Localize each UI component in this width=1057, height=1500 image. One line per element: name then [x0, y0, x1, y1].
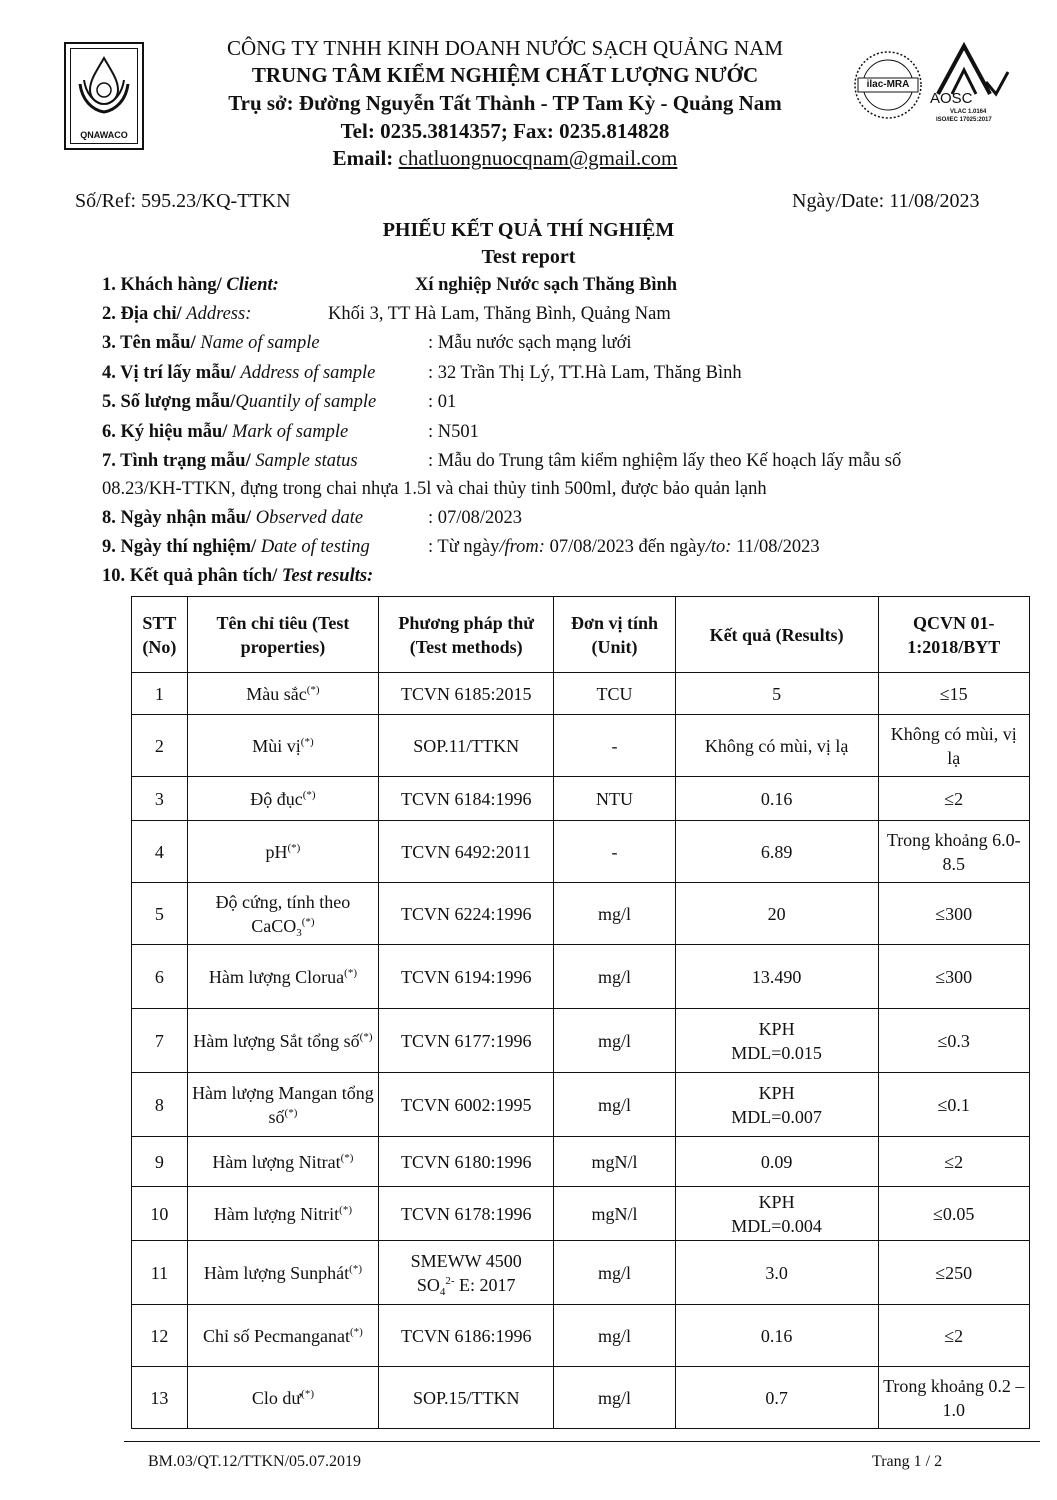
- table-header-row: [132, 597, 1030, 673]
- table-row: [132, 883, 1030, 945]
- aosc-text: AOSC: [930, 90, 973, 107]
- table-row: [132, 1187, 1030, 1241]
- cell-limit: [878, 945, 1030, 1009]
- cell-unit: [554, 715, 675, 777]
- cell-no: [132, 883, 188, 945]
- cell-property: [187, 1137, 378, 1187]
- cell-property: [187, 1367, 378, 1429]
- result-value: Không có mùi, vị lạ: [704, 735, 849, 756]
- col-header-unit: Đơn vị tính (Unit): [554, 597, 675, 673]
- cell-result: [675, 1073, 878, 1137]
- table-row: [132, 673, 1030, 715]
- cell-method: [379, 1009, 554, 1073]
- result-value: 5: [772, 683, 782, 704]
- property-name: pH: [265, 841, 288, 862]
- property-name: Hàm lượng Sunphát: [203, 1262, 350, 1283]
- row-number: 6: [154, 966, 164, 987]
- cell-result: [675, 715, 878, 777]
- accredited-mark: (*): [340, 1151, 354, 1164]
- col-header-name: Tên chỉ tiêu (Test properties): [187, 597, 378, 673]
- cell-limit: [878, 1305, 1030, 1367]
- property-name: Hàm lượng Sắt tổng số: [193, 1030, 360, 1051]
- sample-name-label: 3. Tên mẫu/: [102, 333, 201, 353]
- cell-property: [187, 1009, 378, 1073]
- ilac-mra-logo: [852, 48, 924, 122]
- cell-property: [187, 1187, 378, 1241]
- col-header-stt: STT (No): [132, 597, 188, 673]
- row-number: 9: [154, 1151, 164, 1172]
- col-header-method: Phương pháp thử (Test methods): [379, 597, 554, 673]
- cell-result: [675, 1187, 878, 1241]
- row-number: 1: [154, 683, 164, 704]
- test-date-to-label-en: /to:: [705, 537, 732, 557]
- client-label: 1. Khách hàng/: [102, 275, 227, 295]
- property-name: Hàm lượng Mangan tổng số: [192, 1082, 374, 1127]
- sampling-location-value: : 32 Trần Thị Lý, TT.Hà Lam, Thăng Bình: [428, 363, 742, 383]
- unit-value: mg/l: [598, 1094, 632, 1115]
- test-date-to-label: 07/08/2023 đến ngày: [544, 537, 706, 557]
- method-name: SOP.11/TTKN: [413, 735, 520, 756]
- accredited-mark: (*): [350, 1325, 363, 1338]
- method-name: SMEWW 4500: [410, 1250, 522, 1271]
- received-date-label: 8. Ngày nhận mẫu/: [102, 508, 256, 528]
- cell-limit: [878, 715, 1030, 777]
- center-name: TRUNG TÂM KIỂM NGHIỆM CHẤT LƯỢNG NƯỚC: [251, 63, 759, 87]
- result-value: 0.16: [760, 1325, 793, 1346]
- cell-method: [379, 777, 554, 821]
- mark-line: [102, 422, 348, 443]
- reference-number: Số/Ref: 595.23/KQ-TTKN: [75, 190, 291, 212]
- cell-method: [379, 821, 554, 883]
- cell-no: [132, 945, 188, 1009]
- received-date-line: [102, 508, 363, 529]
- cell-result: [675, 1367, 878, 1429]
- method-name: TCVN 6185:2015: [400, 683, 532, 704]
- result-value: 0.16: [760, 788, 793, 809]
- table-row: [132, 715, 1030, 777]
- status-line: [102, 451, 358, 472]
- cell-method: [379, 1187, 554, 1241]
- unit-value: -: [611, 841, 618, 862]
- cell-method: [379, 1137, 554, 1187]
- report-title-en: Test report: [481, 246, 576, 268]
- method-name: TCVN 6002:1995: [400, 1094, 532, 1115]
- col-header-result: Kết quả (Results): [675, 597, 878, 673]
- ilac-text: ilac-MRA: [866, 79, 910, 90]
- result-value: 0.7: [765, 1387, 788, 1408]
- limit-value: Không có mùi, vị lạ: [890, 723, 1017, 768]
- table-row: [132, 821, 1030, 883]
- results-label: 10. Kết quả phân tích/: [102, 566, 282, 586]
- mark-label: 6. Ký hiệu mẫu/: [102, 422, 233, 442]
- cell-method: [379, 1367, 554, 1429]
- form-code: BM.03/QT.12/TTKN/05.07.2019: [148, 1453, 362, 1470]
- aosc-vilas: VLAC 1.0164: [950, 109, 987, 115]
- unit-value: mg/l: [598, 1325, 632, 1346]
- property-name: Độ đục: [250, 788, 303, 809]
- row-number: 2: [154, 735, 164, 756]
- method-name: TCVN 6180:1996: [400, 1151, 532, 1172]
- cell-result: [675, 1241, 878, 1305]
- cell-limit: [878, 1241, 1030, 1305]
- cell-property: [187, 715, 378, 777]
- cell-limit: [878, 1367, 1030, 1429]
- sampling-location-label: 4. Vị trí lấy mẫu/: [102, 363, 241, 383]
- limit-value: ≤0.3: [937, 1030, 970, 1051]
- cell-property: [187, 821, 378, 883]
- test-date-line: [102, 537, 370, 558]
- cell-unit: [554, 1305, 675, 1367]
- col-header-qcvn: QCVN 01-1:2018/BYT: [878, 597, 1030, 673]
- result-value: 13.490: [751, 966, 802, 987]
- cell-result: [675, 945, 878, 1009]
- client-label-en: Client:: [226, 275, 279, 295]
- cell-property: [187, 1305, 378, 1367]
- result-value: KPH: [758, 1191, 795, 1212]
- cell-unit: [554, 777, 675, 821]
- client-value: Xí nghiệp Nước sạch Thăng Bình: [415, 275, 678, 295]
- cell-result: [675, 673, 878, 715]
- method-subscript: 4: [439, 1285, 446, 1298]
- limit-value: ≤2: [944, 1151, 964, 1172]
- received-date-value: : 07/08/2023: [428, 508, 523, 528]
- result-detection-limit: MDL=0.007: [731, 1106, 822, 1127]
- cell-result: [675, 777, 878, 821]
- accredited-mark: (*): [302, 788, 316, 801]
- cell-no: [132, 1187, 188, 1241]
- table-row: [132, 945, 1030, 1009]
- unit-value: mg/l: [598, 1262, 632, 1283]
- cell-property: [187, 777, 378, 821]
- limit-value: ≤2: [944, 1325, 964, 1346]
- method-name: TCVN 6178:1996: [400, 1203, 532, 1224]
- address-label: 2. Địa chỉ/: [102, 304, 187, 324]
- cell-property: [187, 673, 378, 715]
- quantity-line: [102, 392, 376, 413]
- table-row: [132, 1305, 1030, 1367]
- limit-value: ≤2: [944, 788, 964, 809]
- cell-limit: [878, 1009, 1030, 1073]
- accredited-mark: (*): [306, 683, 320, 696]
- unit-value: mg/l: [598, 1387, 632, 1408]
- page-number: Trang 1 / 2: [872, 1453, 943, 1470]
- unit-value: mg/l: [598, 1030, 632, 1051]
- received-date-label-en: Observed date: [255, 508, 364, 528]
- cell-property: [187, 883, 378, 945]
- cell-limit: [878, 673, 1030, 715]
- results-line: [102, 566, 373, 587]
- cell-method: [379, 673, 554, 715]
- limit-value: Trong khoảng 0.2 – 1.0: [883, 1375, 1025, 1420]
- address-label-en: Address:: [186, 304, 252, 324]
- method-name: SOP.15/TTKN: [412, 1387, 520, 1408]
- cell-no: [132, 1367, 188, 1429]
- limit-value: ≤15: [939, 683, 968, 704]
- method-name: TCVN 6177:1996: [400, 1030, 532, 1051]
- method-formula: SO: [416, 1274, 440, 1295]
- row-number: 13: [150, 1387, 169, 1408]
- cell-limit: [878, 883, 1030, 945]
- result-value: 3.0: [765, 1262, 788, 1283]
- result-detection-limit: MDL=0.004: [731, 1215, 822, 1236]
- limit-value: ≤0.1: [937, 1094, 970, 1115]
- head-office-address: Trụ sở: Đường Nguyễn Tất Thành - TP Tam Kỳ - Quảng Nam: [228, 91, 782, 115]
- property-name: Chỉ số Pecmanganat: [203, 1325, 351, 1346]
- table-row: [132, 777, 1030, 821]
- unit-value: TCU: [596, 683, 633, 704]
- test-date-from-label: : Từ ngày: [428, 537, 500, 557]
- quantity-label: 5. Số lượng mẫu/: [102, 392, 236, 412]
- method-name: TCVN 6492:2011: [401, 841, 532, 862]
- cell-property: [187, 945, 378, 1009]
- cell-no: [132, 777, 188, 821]
- table-row: [132, 1073, 1030, 1137]
- table-row: [132, 1367, 1030, 1429]
- report-date: Ngày/Date: 11/08/2023: [792, 190, 980, 212]
- cell-result: [675, 821, 878, 883]
- accredited-mark: (*): [284, 1106, 298, 1119]
- cell-limit: [878, 777, 1030, 821]
- accredited-mark: (*): [301, 915, 315, 928]
- cell-unit: [554, 821, 675, 883]
- sampling-location-label-en: Address of sample: [240, 363, 376, 383]
- quantity-value: : 01: [428, 392, 457, 412]
- water-drop-hands-icon: [76, 54, 132, 116]
- email-line: [160, 145, 850, 172]
- mark-label-en: Mark of sample: [232, 422, 349, 442]
- cell-result: [675, 883, 878, 945]
- cell-method: [379, 945, 554, 1009]
- cell-result: [675, 1137, 878, 1187]
- unit-value: -: [611, 735, 618, 756]
- unit-value: mg/l: [598, 903, 632, 924]
- status-value: : Mẫu do Trung tâm kiểm nghiệm lấy theo Kế hoạch lấy mẫu số: [428, 451, 902, 471]
- unit-value: mg/l: [598, 966, 632, 987]
- limit-value: ≤300: [935, 903, 973, 924]
- row-number: 7: [154, 1030, 164, 1051]
- cell-no: [132, 821, 188, 883]
- mark-value: : N501: [428, 422, 479, 442]
- property-name: Độ cứng, tính theo CaCO: [215, 891, 351, 936]
- cell-method: [379, 1241, 554, 1305]
- status-label-en: Sample status: [255, 451, 358, 471]
- method-name: TCVN 6184:1996: [400, 788, 532, 809]
- accredited-mark: (*): [301, 1387, 314, 1400]
- property-name: Hàm lượng Clorua: [208, 966, 345, 987]
- cell-property: [187, 1073, 378, 1137]
- phone-fax: Tel: 0235.3814357; Fax: 0235.814828: [340, 119, 670, 143]
- cell-no: [132, 1137, 188, 1187]
- method-name: TCVN 6224:1996: [400, 903, 532, 924]
- unit-value: mgN/l: [591, 1203, 638, 1224]
- cell-unit: [554, 945, 675, 1009]
- cell-limit: [878, 821, 1030, 883]
- accredited-mark: (*): [359, 1030, 373, 1043]
- accredited-mark: (*): [287, 841, 301, 854]
- cell-unit: [554, 1073, 675, 1137]
- logo-caption: QNAWACO: [80, 130, 128, 140]
- cell-unit: [554, 1137, 675, 1187]
- table-row: [132, 1137, 1030, 1187]
- cell-method: [379, 883, 554, 945]
- quantity-label-en: Quantily of sample: [235, 392, 377, 412]
- result-value: 0.09: [760, 1151, 793, 1172]
- limit-value: ≤0.05: [933, 1203, 975, 1224]
- accredited-mark: (*): [344, 966, 357, 979]
- cell-unit: [554, 1009, 675, 1073]
- row-number: 5: [154, 903, 164, 924]
- test-date-value: [428, 537, 820, 558]
- result-value: KPH: [758, 1018, 795, 1039]
- test-date-from-label-en: /from:: [499, 537, 545, 557]
- cell-no: [132, 715, 188, 777]
- limit-value: ≤250: [935, 1262, 973, 1283]
- sample-name-line: [102, 333, 320, 354]
- aosc-logo: [928, 42, 1010, 128]
- result-value: 20: [767, 903, 786, 924]
- cell-unit: [554, 673, 675, 715]
- limit-value: Trong khoảng 6.0-8.5: [886, 829, 1021, 874]
- client-line: [102, 275, 279, 296]
- cell-method: [379, 1305, 554, 1367]
- cell-no: [132, 1305, 188, 1367]
- status-value-continued: 08.23/KH-TTKN, đựng trong chai nhựa 1.5l và chai thủy tinh 500ml, được bảo quản lạnh: [102, 479, 767, 499]
- row-number: 3: [154, 788, 164, 809]
- cell-method: [379, 1073, 554, 1137]
- email-link[interactable]: chatluongnuocqnam@gmail.com: [398, 146, 678, 170]
- result-value: 6.89: [760, 841, 793, 862]
- report-title: PHIẾU KẾT QUẢ THÍ NGHIỆM: [382, 219, 675, 241]
- row-number: 10: [150, 1203, 169, 1224]
- results-table: [131, 596, 1030, 1429]
- row-number: 12: [150, 1325, 169, 1346]
- test-date-to-value: 11/08/2023: [731, 537, 820, 557]
- sample-name-label-en: Name of sample: [200, 333, 320, 353]
- table-row: [132, 1009, 1030, 1073]
- test-date-label: 9. Ngày thí nghiệm/: [102, 537, 261, 557]
- property-name: Mùi vị: [252, 735, 301, 756]
- property-name: Hàm lượng Nitrat: [212, 1151, 341, 1172]
- cell-method: [379, 715, 554, 777]
- property-subscript: 3: [296, 926, 302, 939]
- row-number: 8: [154, 1094, 164, 1115]
- unit-value: mgN/l: [591, 1151, 638, 1172]
- status-label: 7. Tình trạng mẫu/: [102, 451, 256, 471]
- accredited-mark: (*): [339, 1203, 352, 1216]
- property-name: Clo dư: [251, 1387, 302, 1408]
- cell-no: [132, 673, 188, 715]
- accredited-mark: (*): [300, 735, 314, 748]
- cell-result: [675, 1305, 878, 1367]
- result-value: KPH: [758, 1082, 795, 1103]
- method-name: TCVN 6186:1996: [400, 1325, 532, 1346]
- method-superscript: 2-: [445, 1274, 455, 1287]
- row-number: 11: [150, 1262, 169, 1283]
- sampling-location-line: [102, 363, 375, 384]
- address-value: Khối 3, TT Hà Lam, Thăng Bình, Quảng Nam: [328, 304, 671, 324]
- cell-unit: [554, 1241, 675, 1305]
- result-detection-limit: MDL=0.015: [731, 1042, 822, 1063]
- property-name: Hàm lượng Nitrit: [213, 1203, 340, 1224]
- cell-unit: [554, 1187, 675, 1241]
- unit-value: NTU: [596, 788, 633, 809]
- cell-no: [132, 1073, 188, 1137]
- method-name: TCVN 6194:1996: [400, 966, 532, 987]
- cell-limit: [878, 1073, 1030, 1137]
- method-suffix: E: 2017: [454, 1274, 516, 1295]
- company-logo: [64, 42, 144, 150]
- footer-divider: [124, 1441, 1040, 1442]
- company-name: CÔNG TY TNHH KINH DOANH NƯỚC SẠCH QUẢNG NAM: [226, 36, 784, 60]
- cell-limit: [878, 1137, 1030, 1187]
- row-number: 4: [154, 841, 164, 862]
- table-row: [132, 1241, 1030, 1305]
- test-date-label-en: Date of testing: [260, 537, 370, 557]
- accredited-mark: (*): [349, 1262, 362, 1275]
- property-name: Màu sắc: [246, 683, 307, 704]
- cell-result: [675, 1009, 878, 1073]
- cell-unit: [554, 1367, 675, 1429]
- aosc-iso: ISO/IEC 17025:2017: [936, 117, 992, 123]
- cell-no: [132, 1241, 188, 1305]
- email-label: Email:: [332, 146, 399, 170]
- results-label-en: Test results:: [281, 566, 374, 586]
- sample-name-value: : Mẫu nước sạch mạng lưới: [428, 333, 632, 353]
- limit-value: ≤300: [935, 966, 973, 987]
- cell-limit: [878, 1187, 1030, 1241]
- address-line: [102, 304, 251, 325]
- cell-property: [187, 1241, 378, 1305]
- cell-unit: [554, 883, 675, 945]
- cell-no: [132, 1009, 188, 1073]
